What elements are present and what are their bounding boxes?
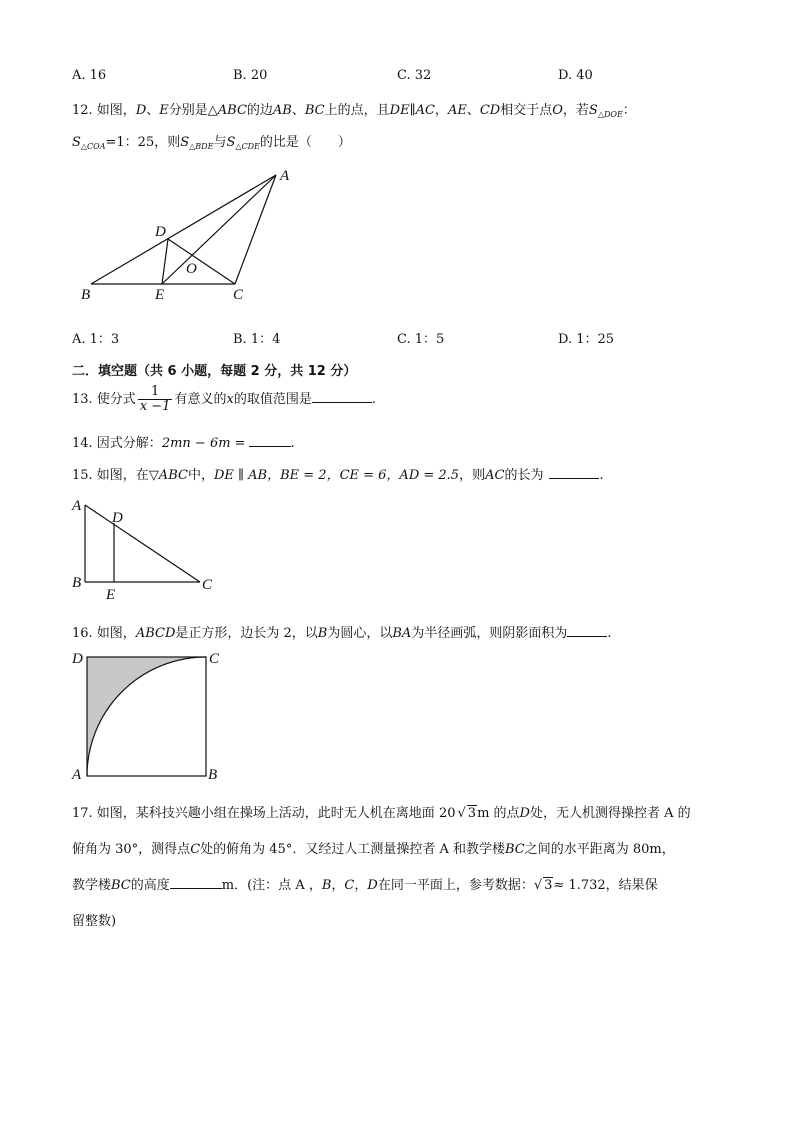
point-d: D [135,103,147,118]
q13-text: 13. 使分式 [72,392,136,407]
q17-text: 17. 如图，某科技兴趣小组在操场上活动，此时无人机在离地面 20 [72,806,456,821]
sqrt-radicand: 3 [467,806,477,821]
q17-text: 在同一平面上，参考数据： [377,878,534,893]
q16-figure [68,645,228,785]
q16-text: . [607,626,612,641]
label-a: A [280,168,290,184]
fraction-numerator: 1 [138,385,173,400]
answer-blank[interactable] [567,624,607,637]
square-abcd: ABCD [135,626,176,641]
q12-text: 的比是（ ） [259,135,351,150]
segment-ab: AB [272,103,292,118]
point-d: D [367,878,378,893]
q12-text: ， [434,103,448,118]
q14-text: 14. 因式分解： [72,436,162,451]
area-subscript: △DOE [597,110,623,119]
q17-text: m 的点 [477,806,520,821]
q12-option-c[interactable]: C. 1：5 [397,332,445,347]
q15-stem [72,464,604,483]
conditions: DE ∥ AB，BE = 2，CE = 6，AD = 2.5 [213,468,460,483]
q15-text: . [599,468,604,483]
q12-stem-line1 [72,99,636,119]
q17-text: ≈ 1.732，结果保 [553,878,658,893]
segment-bc: BC [304,103,325,118]
label-e: E [155,287,165,303]
fraction [138,385,173,414]
label-b: B [208,767,218,783]
segment-ba [91,175,276,284]
q15-text: 15. 如图，在 [72,468,149,483]
area-subscript: △BDE [189,142,214,151]
area-symbol: S [180,135,190,150]
q12-text: ： [622,103,636,118]
q11-option-b[interactable]: B. 20 [233,68,268,83]
area-subscript: △CDE [235,142,260,151]
fraction-denominator: x −1 [139,399,171,414]
segment-ac [85,505,200,582]
area-symbol: S [72,135,81,150]
q15-text: 的长为 [504,468,544,483]
q17-text: ， [354,878,368,893]
q15-text: 中， [187,468,214,483]
label-b: B [72,575,82,591]
q17-line2 [72,838,675,857]
segment-bc: BC [111,878,131,893]
q12-text: 、 [291,103,305,118]
label-c: C [202,577,213,593]
triangle-abc: ABC [217,103,247,118]
point-b: B [321,878,332,893]
q17-line1: 17. 如图，某科技兴趣小组在操场上活动，此时无人机在离地面 20 √ 3m 的点D处，无人机测得操控者 A 的 [72,806,691,821]
q12-text: 与 [213,135,227,150]
q12-text: 的边 [246,103,273,118]
label-d: D [112,510,123,526]
q14-stem [72,432,295,451]
q12-text: 、 [466,103,480,118]
q17-text: 教学楼 [72,878,112,893]
q16-text: 为半径画弧，则阴影面积为 [411,626,568,641]
variable-x: x [226,392,234,407]
q13-text: 的取值范围是 [233,392,312,407]
point-c: C [190,842,201,857]
segment-de [162,239,168,284]
shaded-region [87,657,206,776]
answer-blank[interactable] [249,434,291,447]
q17-line3: 教学楼BC的高度 m．(注：点 A ，B，C，D在同一平面上，参考数据：√ 3≈ 1.732，结果保 [72,878,658,893]
q17-line4: 留整数) [72,914,117,929]
point-e: E [159,103,169,118]
label-a: A [72,767,82,783]
q11-option-d[interactable]: D. 40 [558,68,593,83]
q17-text: 之间的水平距离为 80m， [524,842,675,857]
section-title: 二．填空题（共 6 小题，每题 2 分，共 12 分） [72,364,357,379]
q17-text: m．(注：点 A ， [221,878,322,893]
label-a: A [72,498,82,514]
label-d: D [155,224,166,240]
segment-bc: BC [504,842,525,857]
sqrt-radicand: 3 [544,878,553,893]
segment-ac: AC [485,468,505,483]
q15-figure [68,495,228,605]
q12-option-b[interactable]: B. 1：4 [233,332,281,347]
area-symbol: S [226,135,236,150]
q17-text: 的高度 [130,878,170,893]
area-subscript: △COA [80,142,106,151]
q13-stem [72,385,376,414]
q12-text: 上的点，且 [324,103,390,118]
label-b: B [81,287,91,303]
q17-text: 俯角为 30°，测得点 [72,842,191,857]
q17-text: 处，无人机测得操控者 A 的 [529,806,691,821]
q12-text: ，若 [562,103,589,118]
q16-text: 为圆心，以 [327,626,393,641]
q16-text: 16. 如图， [72,626,136,641]
segment-cd: CD [479,103,501,118]
q13-text: . [371,392,376,407]
q12-stem-line2 [72,131,351,151]
q12-option-a[interactable]: A. 1：3 [72,332,120,347]
q12-text: 、 [146,103,160,118]
q13-text: 有意义的 [174,392,227,407]
point-d: D [519,806,530,821]
q17-text: ， [331,878,345,893]
triangle-abc: ▽ABC [148,468,188,483]
expression: 2mn − 6m = [161,436,246,451]
q16-text: 是正方形，边长为 2，以 [175,626,318,641]
q12-text: 12. 如图， [72,103,136,118]
segment-ea [162,175,276,284]
q15-text: ，则 [459,468,486,483]
answer-blank[interactable] [170,876,222,889]
label-c: C [209,651,220,667]
label-c: C [233,287,244,303]
q11-option-c[interactable]: C. 32 [397,68,432,83]
area-symbol: S [588,103,598,118]
segment-ac [235,175,276,284]
segment-ba: BA [392,626,412,641]
q12-option-d[interactable]: D. 1：25 [558,332,615,347]
q17-text: 处的俯角为 45°．又经过人工测量操控者 A 和教学楼 [200,842,505,857]
q12-text: 分别是△ [168,103,218,118]
q14-text: . [290,436,295,451]
label-e: E [106,587,116,603]
point-o: O [552,103,563,118]
parallel-de-ac: DE∥AC [389,103,435,118]
label-d: D [72,651,83,667]
segment-ae: AE [447,103,467,118]
q16-stem [72,622,611,641]
point-b: B [317,626,328,641]
point-c: C [344,878,355,893]
label-o: O [186,261,197,277]
answer-blank[interactable] [549,466,599,479]
q11-option-a[interactable]: A. 16 [72,68,107,83]
q12-text: 相交于点 [500,103,553,118]
answer-blank[interactable] [312,390,372,403]
q12-text: =1：25，则 [105,135,181,150]
q12-figure [75,160,305,305]
